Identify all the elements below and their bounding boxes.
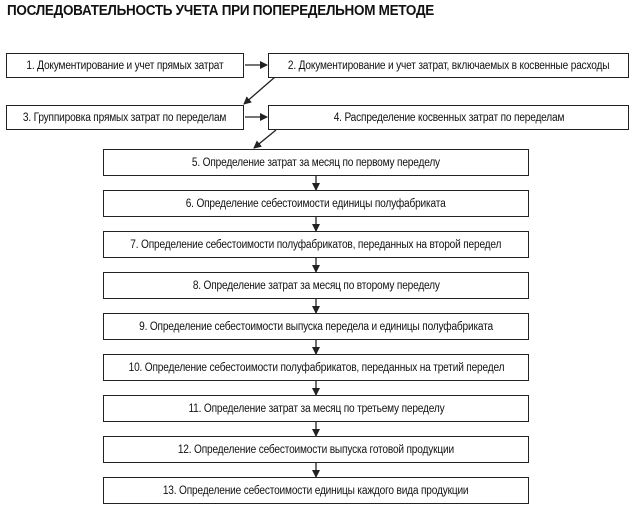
step-5-label: 5. Определение затрат за месяц по первому переделу	[191, 156, 441, 169]
step-10-box	[103, 354, 529, 381]
arrow-4-5	[254, 130, 276, 148]
step-11-label: 11. Определение затрат за месяц по третьему переделу	[187, 402, 444, 415]
step-6-label: 6. Определение себестоимости единицы полуфабриката	[186, 197, 446, 210]
step-7-label: 7. Определение себестоимости полуфабрикатов, переданных на второй передел	[130, 238, 502, 251]
step-9-label: 9. Определение себестоимости выпуска передела и единицы полуфабриката	[139, 320, 493, 333]
step-1-box	[6, 53, 244, 78]
step-13-label: 13. Определение себестоимости единицы каждого вида продукции	[163, 484, 469, 497]
step-8-box	[103, 272, 529, 299]
step-8-label: 8. Определение затрат за месяц по второму переделу	[192, 279, 440, 292]
step-12-box	[103, 436, 529, 463]
arrow-2-3	[244, 77, 275, 104]
step-4-label: 4. Распределение косвенных затрат по переделам	[333, 111, 564, 124]
step-9-box	[103, 313, 529, 340]
diagram-title: ПОСЛЕДОВАТЕЛЬНОСТЬ УЧЕТА ПРИ ПОПЕРЕДЕЛЬНОМ МЕТОДЕ	[7, 3, 435, 19]
step-13-box	[103, 477, 529, 504]
step-4-box	[268, 105, 629, 130]
step-10-label: 10. Определение себестоимости полуфабрикатов, переданных на третий передел	[128, 361, 504, 374]
step-3-box	[6, 105, 244, 130]
step-11-box	[103, 395, 529, 422]
step-12-label: 12. Определение себестоимости выпуска готовой продукции	[177, 443, 455, 456]
step-1-label: 1. Документирование и учет прямых затрат	[26, 59, 224, 72]
step-2-label: 2. Документирование и учет затрат, включаемых в косвенные расходы	[287, 59, 610, 72]
step-2-box	[268, 53, 629, 78]
step-7-box	[103, 231, 529, 258]
step-5-box	[103, 149, 529, 176]
step-3-label: 3. Группировка прямых затрат по переделам	[23, 111, 227, 124]
step-6-box	[103, 190, 529, 217]
